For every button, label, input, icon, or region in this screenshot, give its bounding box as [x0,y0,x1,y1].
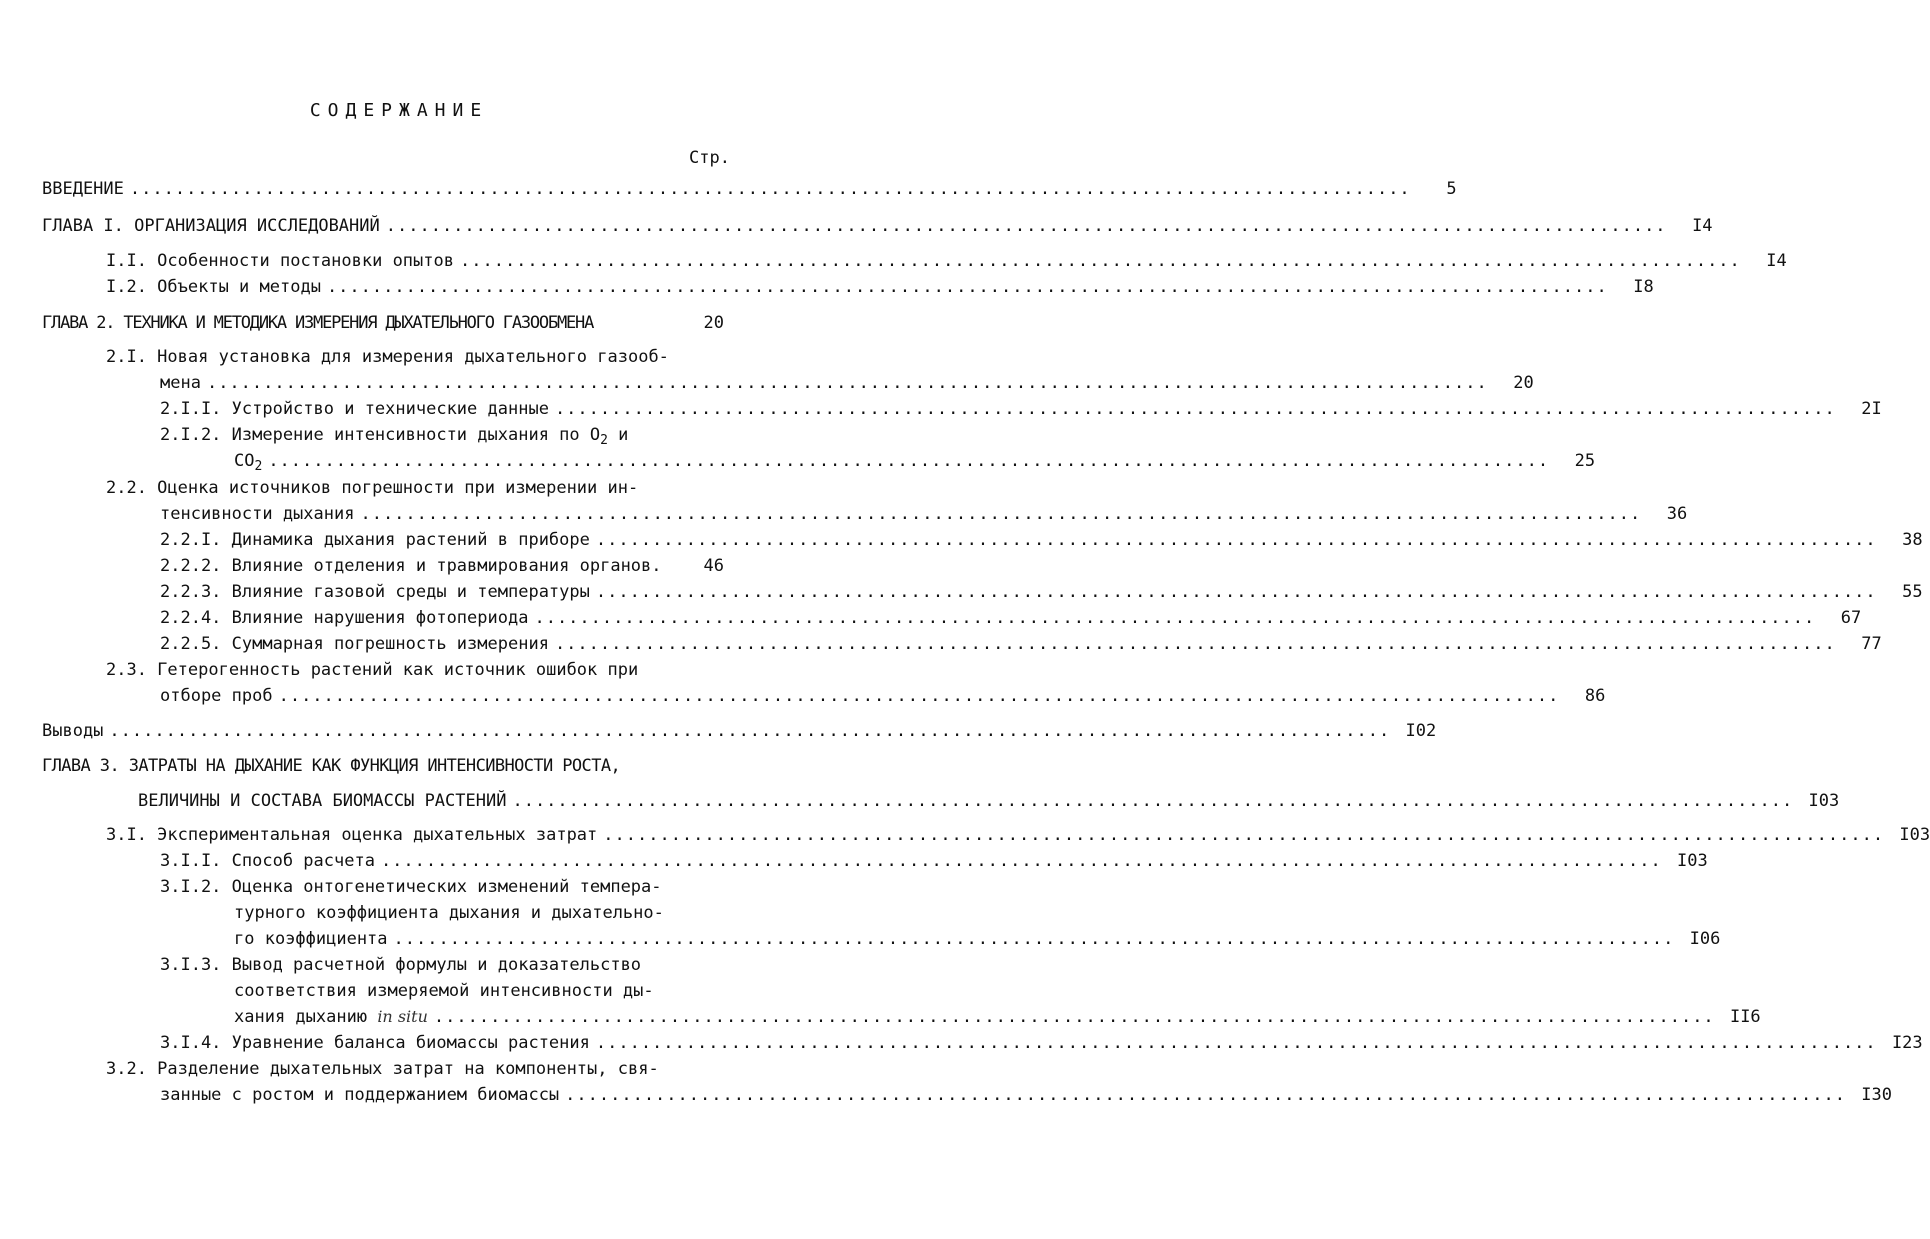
toc-entry-2-2[interactable] [160,501,1688,527]
toc-entry-chapter-2[interactable] [42,310,724,336]
toc-entry-3-1-2[interactable] [234,926,1721,952]
leader-dots: .................................................................................................................. [595,1033,1877,1053]
entry-title: I.I. Особенности постановки опытов [106,251,454,271]
entry-page: 20 [703,313,724,333]
entry-page: I8 [1633,277,1654,297]
toc-entry-3-1-1[interactable] [160,848,1708,874]
entry-title: ВЕЛИЧИНЫ И СОСТАВА БИОМАССЫ РАСТЕНИЙ [138,791,507,811]
entry-page: I03 [1677,851,1708,871]
page-column-label: Стр. [689,148,730,168]
entry-title: 2.2.3. Влияние газовой среды и температуры [160,582,590,602]
leader-dots: .................................................................................................................. [129,179,1411,199]
toc-entry-introduction[interactable] [42,176,1457,202]
toc-entry-2-3[interactable] [160,683,1606,709]
toc-entry-1-2[interactable] [106,274,1654,300]
entry-title: 2.2.5. Суммарная погрешность измерения [160,634,549,654]
toc-entry-2-2-4[interactable] [160,605,1862,631]
toc-entry-conclusions[interactable] [42,718,1437,744]
entry-page: I23 [1891,1033,1923,1053]
entry-page: I4 [1766,251,1787,271]
subscript: 2 [254,459,263,474]
toc-entry-2-1-2[interactable] [234,448,1596,474]
leader-dots: .................................................................................................................. [460,251,1741,271]
leader-dots: .................................................................................................................. [268,451,1550,471]
toc-entry-3-2-line1: 3.2. Разделение дыхательных затрат на компоненты, свя- [106,1059,659,1079]
entry-page: 46 [703,556,724,576]
leader-dots: .................................................................................................................. [595,582,1877,602]
toc-entry-3-1[interactable] [106,822,1930,848]
entry-page: I02 [1405,721,1437,741]
toc-entry-2-2-3[interactable] [160,579,1923,605]
toc-entry-2-3-line1: 2.3. Гетерогенность растений как источник ошибок при [106,660,639,680]
toc-entry-2-1-2-line1 [160,422,628,448]
leader-dots: .................................................................................................................. [433,1007,1715,1027]
leader-dots: .................................................................................................................. [326,277,1608,297]
entry-title: 2.I.I. Устройство и технические данные [160,399,549,419]
toc-entry-2-1-1[interactable] [160,396,1882,422]
entry-title: 2.2.4. Влияние нарушения фотопериода [160,608,529,628]
toc-entry-2-2-1[interactable] [160,527,1923,553]
page-title: СОДЕРЖАНИЕ [309,100,489,121]
leader-dots: .................................................................................................................. [565,1085,1846,1105]
toc-entry-2-2-2[interactable] [160,553,724,579]
entry-title: 3.I.I. Способ расчета [160,851,375,871]
entry-page: II6 [1729,1007,1761,1027]
entry-title: Выводы [42,721,104,741]
entry-page: 2I [1861,399,1882,419]
leader-dots: .................................................................................................................. [385,216,1667,236]
entry-page: 86 [1584,686,1606,706]
entry-title: I.2. Объекты и методы [106,277,321,297]
entry-page: I4 [1692,216,1713,236]
subscript: 2 [600,433,608,448]
toc-entry-3-1-2-line2: турного коэффициента дыхания и дыхательно- [234,903,664,923]
toc-entry-3-1-3-line2: соответствия измеряемой интенсивности ды- [234,981,654,1001]
leader-dots: .................................................................................................................. [603,825,1885,845]
leader-dots: .................................................................................................................. [554,634,1836,654]
toc-entry-2-1-line1: 2.I. Новая установка для измерения дыхательного газооб- [106,347,669,367]
entry-title: ГЛАВА I. ОРГАНИЗАЦИЯ ИССЛЕДОВАНИЙ [42,216,380,236]
leader-dots: .................................................................................................................. [206,373,1488,393]
toc-entry-3-2[interactable] [160,1082,1892,1108]
entry-title: 2.I.2. Измерение интенсивности дыхания по O [160,425,601,445]
entry-title: хания дыханию in situ [234,1007,428,1027]
entry-page: 25 [1574,451,1596,471]
entry-page: 55 [1902,582,1923,602]
leader-dots: .................................................................................................................. [278,686,1560,706]
entry-title: мена [160,373,201,393]
entry-title: отборе проб [160,686,273,706]
toc-entry-chapter-3[interactable] [138,788,1840,814]
leader-dots: .................................................................................................................. [595,530,1877,550]
handwritten-insert: in situ [377,1007,428,1026]
toc-entry-3-1-2-line1: 3.I.2. Оценка онтогенетических изменений темпера- [160,877,662,897]
entry-page: 67 [1840,608,1862,628]
leader-dots: .................................................................................................................. [512,791,1794,811]
leader-dots: .................................................................................................................. [109,721,1391,741]
entry-title: $CO_2$ [234,451,263,474]
entry-title: 2.2.2. Влияние отделения и травмирования органов. [160,556,662,576]
entry-page: I06 [1689,929,1721,949]
toc-entry-3-1-3[interactable] [234,1004,1761,1030]
leader-dots: .................................................................................................................. [393,929,1675,949]
leader-dots: .................................................................................................................. [534,608,1816,628]
entry-title: занные с ростом и поддержанием биомассы [160,1085,560,1105]
entry-title: го коэффициента [234,929,388,949]
leader-dots: .................................................................................................................. [360,504,1642,524]
entry-page: I30 [1861,1085,1892,1105]
entry-title: тенсивности дыхания [160,504,355,524]
entry-title: ВВЕДЕНИЕ [42,179,124,199]
toc-entry-chapter-1[interactable] [42,213,1713,239]
toc-entry-2-2-5[interactable] [160,631,1882,657]
entry-page: I03 [1808,791,1840,811]
entry-page: I03 [1899,825,1930,845]
toc-entry-2-1[interactable] [160,370,1534,396]
toc-entry-3-1-3-line1: 3.I.3. Вывод расчетной формулы и доказательство [160,955,642,975]
entry-page: 36 [1666,504,1688,524]
entry-page: 77 [1861,634,1882,654]
toc-entry-chapter-3-line1: ГЛАВА 3. ЗАТРАТЫ НА ДЫХАНИЕ КАК ФУНКЦИЯ ИНТЕНСИВНОСТИ РОСТА, [42,756,621,776]
entry-page: 38 [1902,530,1923,550]
toc-entry-1-1[interactable] [106,248,1787,274]
leader-dots: .................................................................................................................. [554,399,1836,419]
entry-title: 3.I.4. Уравнение баланса биомассы растения [160,1033,590,1053]
entry-title: 3.I. Экспериментальная оценка дыхательных затрат [106,825,598,845]
entry-page: 5 [1446,179,1457,199]
toc-entry-3-1-4[interactable] [160,1030,1923,1056]
leader-dots: .................................................................................................................. [380,851,1662,871]
entry-title: 2.2.I. Динамика дыхания растений в приборе [160,530,590,550]
entry-title: ГЛАВА 2. ТЕХНИКА И МЕТОДИКА ИЗМЕРЕНИЯ ДЫХАТЕЛЬНОГО ГАЗООБМЕНА [42,313,594,333]
entry-title-tail: и [607,425,629,445]
toc-entry-2-2-line1: 2.2. Оценка источников погрешности при измерении ин- [106,478,639,498]
entry-page: 20 [1513,373,1534,393]
